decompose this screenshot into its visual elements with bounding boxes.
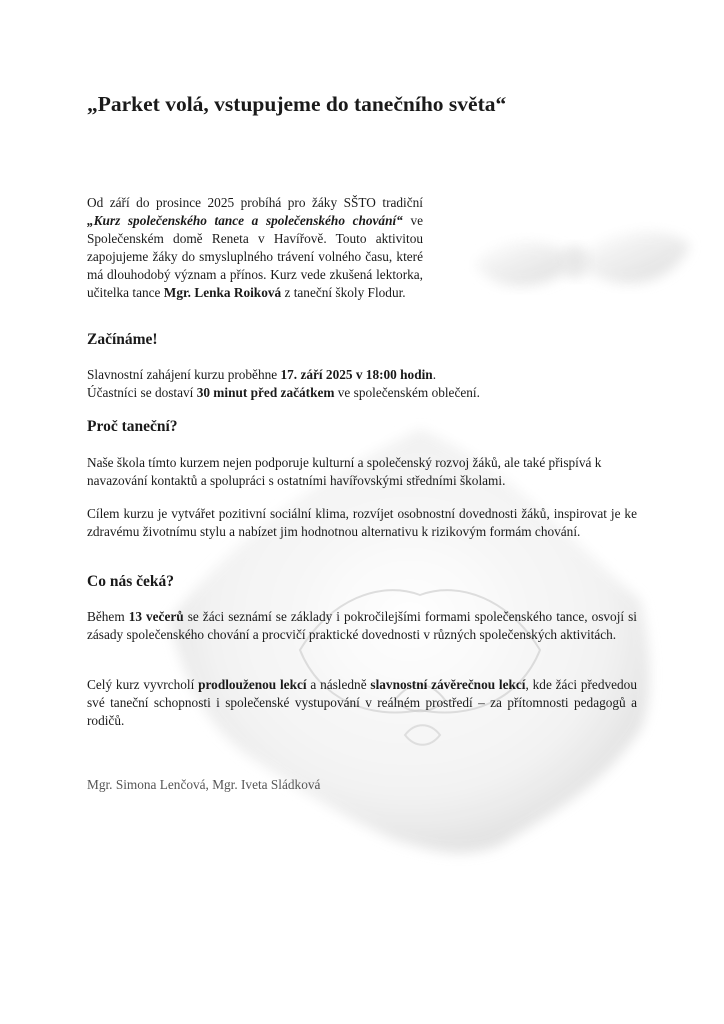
start-paragraph [87,366,637,402]
bow-tie-icon [475,231,690,285]
start-text-2: . [432,367,437,382]
why-paragraph-2: Cílem kurzu je vytvářet pozitivní sociální klima, rozvíjet osobnostní dovednosti žáků, inspirovat je ke zdravému životnímu stylu a nabízet jim hodnotnou alternativu k rizikovým formám chování. [87,506,637,539]
page-title: „Parket volá, vstupujeme do tanečního světa“ [87,92,507,116]
plan-text-4: a následně [306,677,371,692]
start-date: 17. září 2025 v 18:00 hodin [280,367,433,382]
lecturer-name: Mgr. Lenka Roiková [163,285,282,300]
plan-text-1: Během [87,609,129,624]
plan-text-3: Celý kurz vyvrcholí [87,677,199,692]
intro-text-2: ve Společenském domě Reneta v Havířově. Touto aktivitou zapojujeme žáky do smysluplného trávení volného času, které má dlouhodobý význam a přínos. Kurz vede zkušená lektorka, učitelka tance [87,213,423,300]
plan-paragraph-2 [87,676,637,730]
intro-text-1: Od září do prosince 2025 probíhá pro žáky SŠTO tradiční [87,195,423,210]
why-paragraph-1: Naše škola tímto kurzem nejen podporuje kulturní a společenský rozvoj žáků, ale také přispívá k navazování kontaktů a spolupráci s ostatními havířovskými středními školami. [87,455,602,488]
intro-paragraph [87,194,423,302]
arrival-time: 30 minut před začátkem [196,385,335,400]
intro-text-3: z taneční školy Flodur. [281,285,406,300]
final-lesson: slavnostní závěrečnou lekcí [370,677,526,692]
extended-lesson: prodlouženou lekcí [198,677,307,692]
start-text-1: Slavnostní zahájení kurzu proběhne [87,367,281,382]
heading-co-nas-ceka: Co nás čeká? [87,573,174,590]
plan-paragraph-1 [87,608,637,644]
signature: Mgr. Simona Lenčová, Mgr. Iveta Sládková [87,777,321,792]
plan-text-2: se žáci seznámí se základy i pokročilejšími formami společenského tance, osvojí si zásady společenského chování a procvičí praktické dovednosti v různých společenských aktivitách. [87,609,637,642]
start-text-3: Účastníci se dostaví [87,385,197,400]
plan-text-5: , kde žáci předvedou své taneční schopnosti i společenské vystupování v reálném prostředí – za přítomnosti pedagogů a rodičů. [87,677,637,728]
course-name: „Kurz společenského tance a společenského chování“ [87,213,403,228]
start-text-4: ve společenském oblečení. [334,385,480,400]
evening-count: 13 večerů [128,609,184,624]
heading-zaciname: Začínáme! [87,331,158,348]
heading-proc-tanecni: Proč taneční? [87,418,178,435]
